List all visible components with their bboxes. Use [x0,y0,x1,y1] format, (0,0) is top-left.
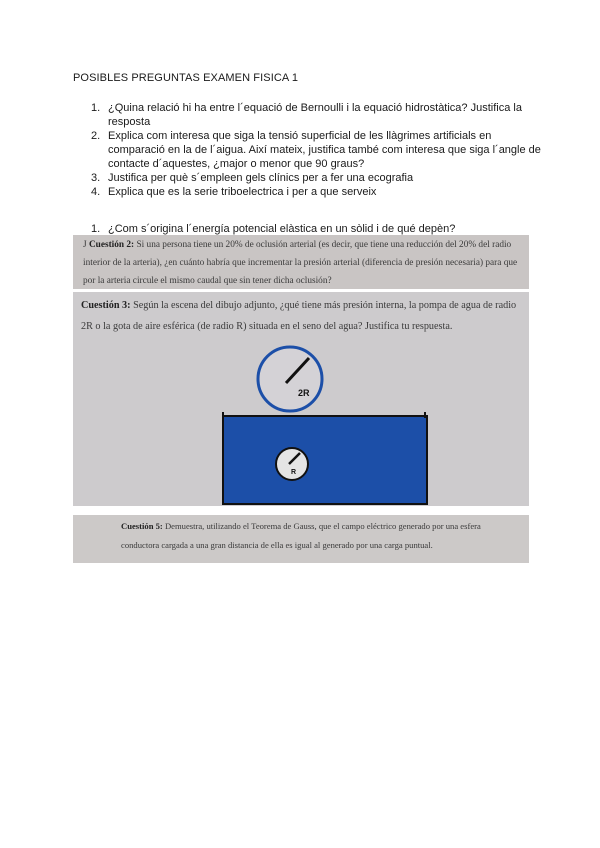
list-item [73,185,543,199]
item-number: 4. [91,186,101,198]
question-label: Cuestión 3: [81,300,131,311]
bubble-figure [73,292,529,506]
list-item [73,171,543,185]
question-label: Cuestión 2: [88,240,135,250]
item-text: Explica que es la serie triboelectrica i per a que serveix [108,186,377,198]
item-number: 1. [91,102,101,114]
check-mark: J [83,240,87,250]
small-circle-label: R [291,469,297,476]
item-text: Justifica per què s´empleen gels clínics per a fer una ecografia [108,172,414,184]
item-text: ¿Quina relació hi ha entre l´equació de Bernoulli i la equació hidrostàtica? Justifica la resposta [108,102,522,128]
item-number: 3. [91,172,101,184]
scan-text [83,236,526,290]
scan-text [121,517,521,555]
question-list-2 [73,222,543,236]
item-number: 1. [91,223,101,235]
list-item [73,101,543,129]
page-title: POSIBLES PREGUNTAS EXAMEN FISICA 1 [73,72,299,84]
item-number: 2. [91,130,101,142]
item-text: Explica com interesa que siga la tensió superficial de les llàgrimes artificials en comparació en la de l´aigua. Així mateix, justifica també com interesa que siga l´angle de contacte d´aquestes, ¿major o menor que 90 graus? [108,130,541,170]
question-text: Demuestra, utilizando el Teorema de Gauss, que el campo eléctrico generado por una esfera conductora cargada a una gran distancia de ella es igual al generado por una carga puntual. [121,521,481,550]
scanned-question-2 [73,235,529,289]
list-item [73,222,543,236]
big-circle-label: 2R [298,388,310,398]
question-label: Cuestión 5: [121,521,163,531]
question-text: Según la escena del dibujo adjunto, ¿qué tiene más presión interna, la pompa de agua de radio 2R o la gota de aire esférica (de radio R) situada en el seno del agua? Justifica tu respuesta. [81,300,517,332]
scanned-question-5 [73,515,529,563]
list-item [73,129,543,171]
scanned-question-3 [73,292,529,506]
question-text: Si una persona tiene un 20% de oclusión arterial (es decir, que tiene una reducción del 20% del radio interior de la arteria), ¿en cuánto habría que incrementar la presión arterial (diferencia de presión necesaria) para que por la arteria circule el mismo caudal que sin tener dicha oclusión? [83,240,518,286]
question-list [73,101,543,199]
item-text: ¿Com s´origina l´energía potencial elàstica en un sòlid i de qué depèn? [108,223,456,235]
